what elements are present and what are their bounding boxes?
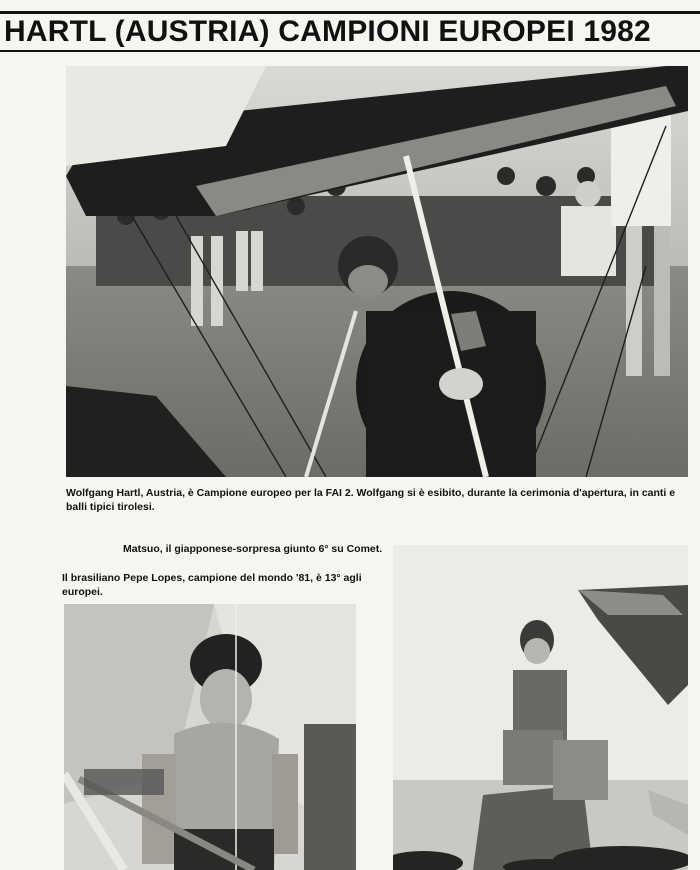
top-rule xyxy=(0,11,700,14)
main-photo xyxy=(66,66,688,477)
matsuo-caption: Matsuo, il giapponese-sorpresa giunto 6° su Comet. xyxy=(123,543,383,555)
page-title: HARTL (AUSTRIA) CAMPIONI EUROPEI 1982 xyxy=(4,15,651,48)
main-caption: Wolfgang Hartl, Austria, è Campione europeo per la FAI 2. Wolfgang si è esibito, durante la cerimonia d'apertura, in canti e balli tipici tirolesi. xyxy=(66,487,676,513)
lopes-photo xyxy=(64,604,356,870)
bottom-rule xyxy=(0,50,700,52)
matsuo-photo xyxy=(393,545,688,870)
lopes-caption: Il brasiliano Pepe Lopes, campione del mondo '81, è 13° agli europei. xyxy=(62,572,362,598)
